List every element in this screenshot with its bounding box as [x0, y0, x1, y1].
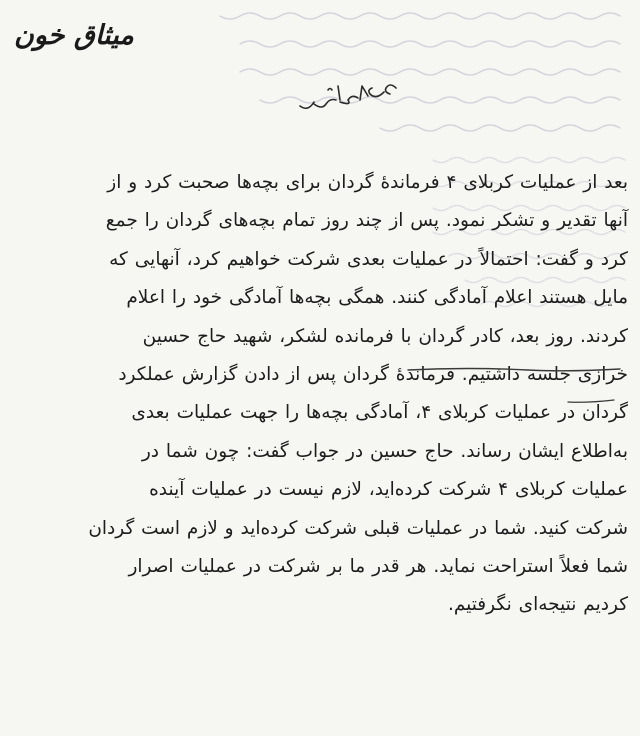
body-line: گردان در عملیات کربلای ۴، آمادگی بچه‌ها را جهت عملیات بعدی	[131, 402, 628, 424]
body-line: شرکت کنید. شما در عملیات قبلی شرکت کرده‌اید و لازم است گردان	[88, 517, 628, 539]
bleed-through-texture	[210, 4, 630, 160]
chapter-title: میثاق خون	[14, 20, 134, 51]
handwritten-signature	[292, 76, 402, 120]
body-line: کرد و گفت: احتمالاً در عملیات بعدی شرکت خواهیم کرد، آنهایی که	[109, 248, 628, 270]
body-line: کردیم نتیجه‌ای نگرفتیم.	[447, 594, 628, 616]
body-line: عملیات کربلای ۴ شرکت کرده‌اید، لازم نیست در عملیات آینده	[149, 479, 628, 501]
body-line: بعد از عملیات کربلای ۴ فرماندهٔ گردان برای بچه‌ها صحبت کرد و از	[107, 172, 628, 193]
body-line: شما فعلاً استراحت نماید. هر قدر ما بر شرکت در عملیات اصرار	[128, 556, 628, 578]
body-line: آنها تقدیر و تشکر نمود. پس از چند روز تمام بچه‌های گردان را جمع	[105, 210, 628, 232]
pen-underline-mark	[8, 366, 638, 410]
body-line: مایل هستند اعلام آمادگی کنند. همگی بچه‌ها آمادگی خود را اعلام	[126, 287, 628, 309]
body-line: کردند. روز بعد، کادر گردان با فرمانده لشکر، شهید حاج حسین	[142, 325, 628, 347]
body-line: خرازی جلسه داشتیم. فرماندهٔ گردان پس از دادن گزارش عملکرد	[118, 364, 628, 386]
body-line: به‌اطلاع ایشان رساند. حاج حسین در جواب گفت: چون شما در	[141, 440, 628, 462]
